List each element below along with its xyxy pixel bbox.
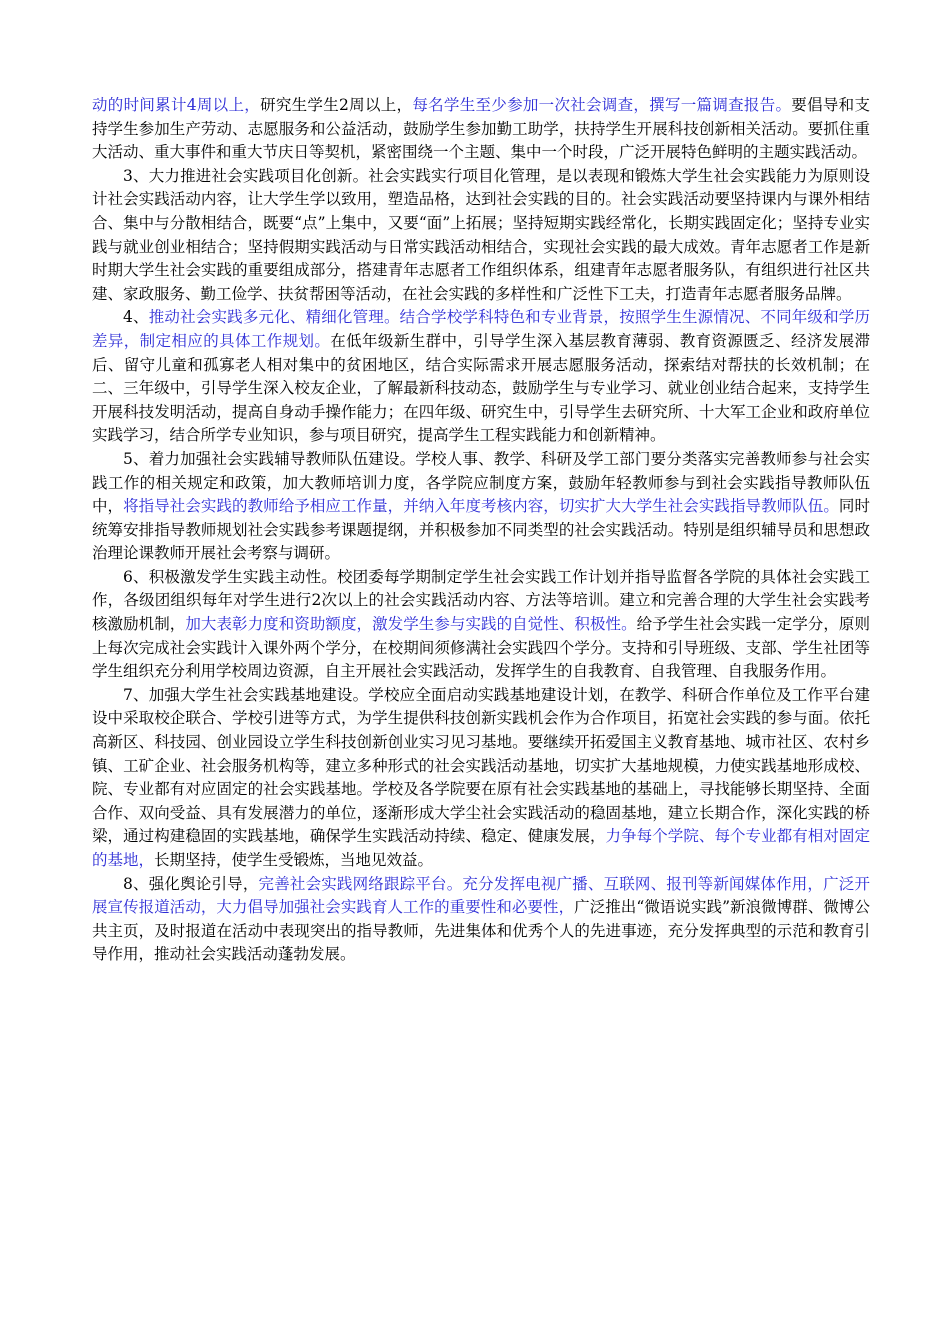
body-text: 同时统筹安排指导教师规划社会实践参考课题提纲，并积极参加不同类型的社会实践活动。特别是组织辅导员和思想政治理论课教师开展社会考察与调研。 bbox=[92, 497, 870, 563]
highlighted-text: 完善社会实践网络跟踪平台。充分发挥电视广播、互联网、报刊等新闻媒体作用，广泛开展宣传报道活动，大力倡导加强社会实践育人工作的重要性和必要性， bbox=[92, 874, 870, 917]
paragraph-p3 bbox=[92, 165, 870, 307]
highlighted-text: 加大表彰力度和资助额度，激发学生参与实践的自觉性、积极性。 bbox=[185, 615, 637, 634]
body-text: 8、强化舆论引导， bbox=[123, 874, 259, 893]
highlighted-text: 力争每个学院、每个专业都有相对固定的基地， bbox=[92, 827, 870, 869]
body-text: 4、 bbox=[123, 308, 149, 327]
body-text: 给予学生社会实践一定学分，原则上每次完成社会实践计入课外两个学分，在校期间须修满社会实践四个学分。支持和引导班级、支部、学生社团等学生组织充分利用学校周边资源，自主开展社会实践活动，发挥学生的自我教育、自我管理、自我服务作用。 bbox=[92, 615, 870, 681]
body-text: 研究生学生2周以上， bbox=[260, 96, 413, 114]
highlighted-text: 将指导社会实践的教师给予相应工作量，并纳入年度考核内容，切实扩大大学生社会实践指导教师队伍。 bbox=[123, 497, 839, 516]
body-text: 长期坚持，使学生受锻炼，当地见效益。 bbox=[154, 851, 434, 869]
body-text: 3、大力推进社会实践项目化创新。社会实践实行项目化管理，是以表现和锻炼大学生社会实践能力为原则设计社会实践活动内容，让大学生学以致用，塑造品格，达到社会实践的目的。社会实践活动要坚持课内与课外相结合、集中与分散相结合，既要“点”上集中，又要“面”上拓展；坚持短期实践经常化，长期实践固定化；坚持专业实践与就业创业相结合；坚持假期实践活动与日常实践活动相结合，实现社会实践的最大成效。青年志愿者工作是新时期大学生社会实践的重要组成部分，搭建青年志愿者工作组织体系，组建青年志愿者服务队，有组织进行社区共建、家政服务、勤工俭学、扶贫帮困等活动，在社会实践的多样性和广泛性下工夫，打造青年志愿者服务品牌。 bbox=[92, 166, 870, 303]
highlighted-text: 动的时间累计4周以上， bbox=[92, 96, 261, 114]
highlighted-text: 每名学生至少参加一次社会调查，撰写一篇调查报告。 bbox=[412, 96, 792, 114]
document-page bbox=[92, 94, 870, 967]
paragraph-p6 bbox=[92, 566, 870, 684]
paragraph-p7 bbox=[92, 684, 870, 873]
body-text: 在低年级新生群中，引导学生深入基层教育薄弱、教育资源匮乏、经济发展滞后、留守儿童和孤寡老人相对集中的贫困地区，结合实际需求开展志愿服务活动，探索结对帮扶的长效机制；在二、三年级中，引导学生深入校友企业，了解最新科技动态，鼓励学生与专业学习、就业创业结合起来，支持学生开展科技发明活动，提高自身动手操作能力；在四年级、研究生中，引导学生去研究所、十大军工企业和政府单位实践学习，结合所学专业知识，参与项目研究，提高学生工程实践能力和创新精神。 bbox=[92, 331, 870, 445]
paragraph-p8 bbox=[92, 873, 870, 967]
paragraph-p5 bbox=[92, 448, 870, 566]
body-text: 7、加强大学生社会实践基地建设。学校应全面启动实践基地建设计划，在教学、科研合作单位及工作平台建设中采取校企联合、学校引进等方式，为学生提供科技创新实践机会作为合作项目，拓宽社会实践的参与面。依托高新区、科技园、创业园设立学生科技创新创业实习见习基地。要继续开拓爱国主义教育基地、城市社区、农村乡镇、工矿企业、社会服务机构等，建立多种形式的社会实践活动基地，切实扩大基地规模，力使实践基地形成校、院、专业都有对应固定的社会实践基地。学校及各学院要在原有社会实践基地的基础上，寻找能够长期坚持、全面合作、双向受益、具有发展潜力的单位，逐渐形成大学尘社会实践活动的稳固基地，建立长期合作，深化实践的桥梁，通过构建稳固的实践基地，确保学生实践活动持续、稳定、健康发展， bbox=[92, 685, 870, 846]
body-text: 5、着力加强社会实践辅导教师队伍建设。学校人事、教学、科研及学工部门要分类落实完善教师参与社会实践工作的相关规定和政策，加大教师培训力度，各学院应制度方案，鼓励年轻教师参与到社会实践指导教师队伍中， bbox=[92, 449, 870, 516]
body-text: 广泛推出“微语说实践”新浪微博群、微博公共主页，及时报道在活动中表现突出的指导教师，先进集体和优秀个人的先进事迹，充分发挥典型的示范和教育引导作用，推动社会实践活动蓬勃发展。 bbox=[92, 898, 870, 964]
body-text: 要倡导和支持学生参加生产劳动、志愿服务和公益活动，鼓励学生参加勤工助学，扶持学生开展科技创新相关活动。要抓住重大活动、重大事件和重大节庆日等契机，紧密围绕一个主题、集中一个时段，广泛开展特色鲜明的主题实践活动。 bbox=[92, 96, 870, 162]
highlighted-text: 推动社会实践多元化、精细化管理。结合学校学科特色和专业背景，按照学生生源情况、不同年级和学历差异，制定相应的具体工作规划。 bbox=[92, 308, 870, 350]
body-text: 6、积极激发学生实践主动性。校团委每学期制定学生社会实践工作计划并指导监督各学院的具体社会实践工作，各级团组织每年对学生进行2次以上的社会实践活动内容、方法等培训。建立和完善合理的大学生社会实践考核激励机制， bbox=[92, 567, 870, 634]
paragraph-p4 bbox=[92, 306, 870, 448]
paragraph-p0 bbox=[92, 94, 870, 165]
